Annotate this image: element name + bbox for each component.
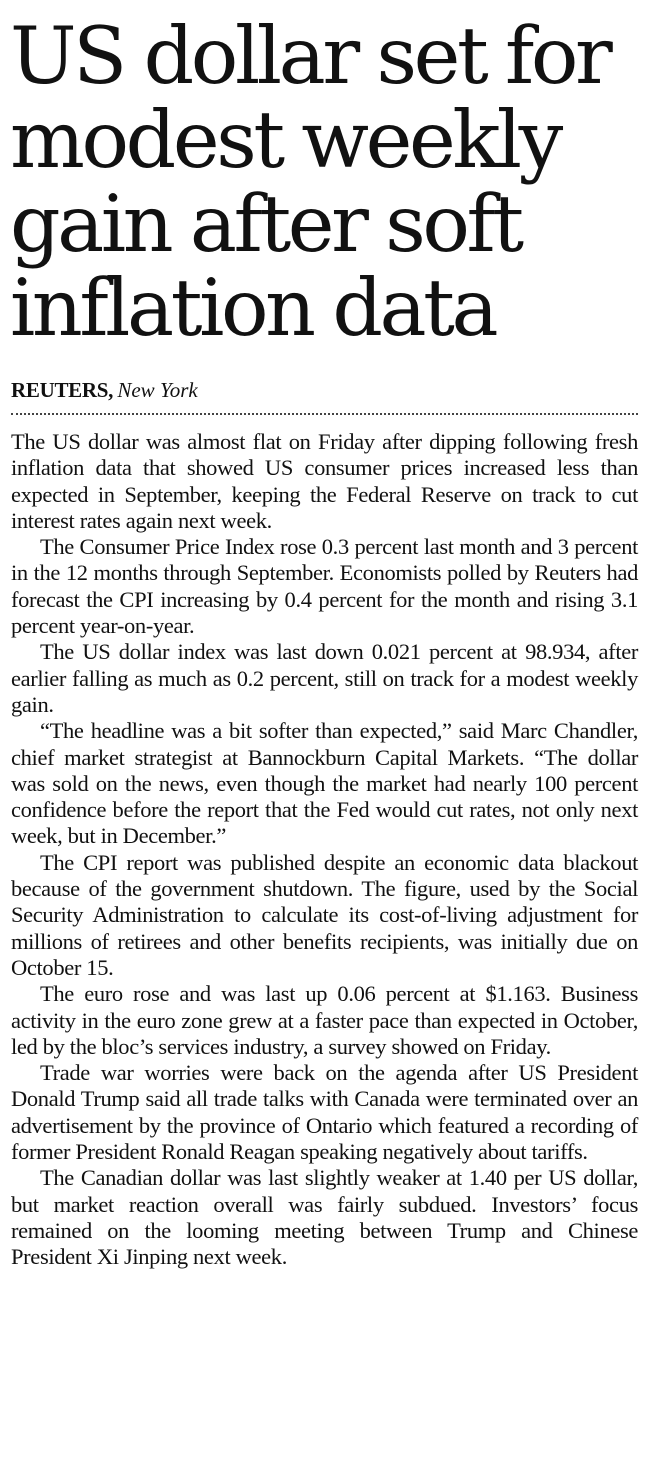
article-paragraph: Trade war worries were back on the agenda after US President Donald Trump said all trade talks with Canada were terminated over an advertisement by the province of Ontario which featured a recording of former President Ronald Reagan speaking negatively about tariffs. [11, 1060, 638, 1165]
byline [11, 377, 198, 403]
article-paragraph: The US dollar index was last down 0.021 percent at 98.934, after earlier falling as much as 0.2 percent, still on track for a modest weekly gain. [11, 639, 638, 717]
article-paragraph: The US dollar was almost flat on Friday after dipping following fresh inflation data that showed US consumer prices increased less than expected in September, keeping the Federal Reserve on track to cut interest rates again next week. [11, 429, 638, 533]
byline-separator: , [108, 378, 114, 402]
byline-agency: REUTERS [11, 378, 109, 402]
article-paragraph: The Consumer Price Index rose 0.3 percent last month and 3 percent in the 12 months through September. Economists polled by Reuters had forecast the CPI increasing by 0.4 percent for the month and rising 3.1 percent year-on-year. [11, 534, 638, 639]
dotted-divider [11, 413, 638, 415]
article-paragraph: “The headline was a bit softer than expected,” said Marc Chandler, chief market strategist at Bannockburn Capital Markets. “The dollar was sold on the news, even though the market had nearly 100 percent confidence before the report that the Fed would cut rates, not only next week, but in December.” [11, 718, 638, 849]
byline-dateline: New York [117, 378, 198, 402]
article-body [11, 429, 638, 1271]
article-paragraph: The CPI report was published despite an economic data blackout because of the government shutdown. The figure, used by the Social Security Administration to calculate its cost-of-living adjustment for millions of retirees and other benefits recipients, was initially due on October 15. [11, 849, 638, 980]
headline: US dollar set for modest weekly gain after soft inflation data [10, 10, 610, 354]
article-paragraph: The euro rose and was last up 0.06 percent at $1.163. Business activity in the euro zone grew at a faster pace than expected in October, led by the bloc’s services industry, a survey showed on Friday. [11, 981, 638, 1059]
article-paragraph: The Canadian dollar was last slightly weaker at 1.40 per US dollar, but market reaction overall was fairly subdued. Investors’ focus remained on the looming meeting between Trump and Chinese President Xi Jinping next week. [11, 1165, 638, 1270]
